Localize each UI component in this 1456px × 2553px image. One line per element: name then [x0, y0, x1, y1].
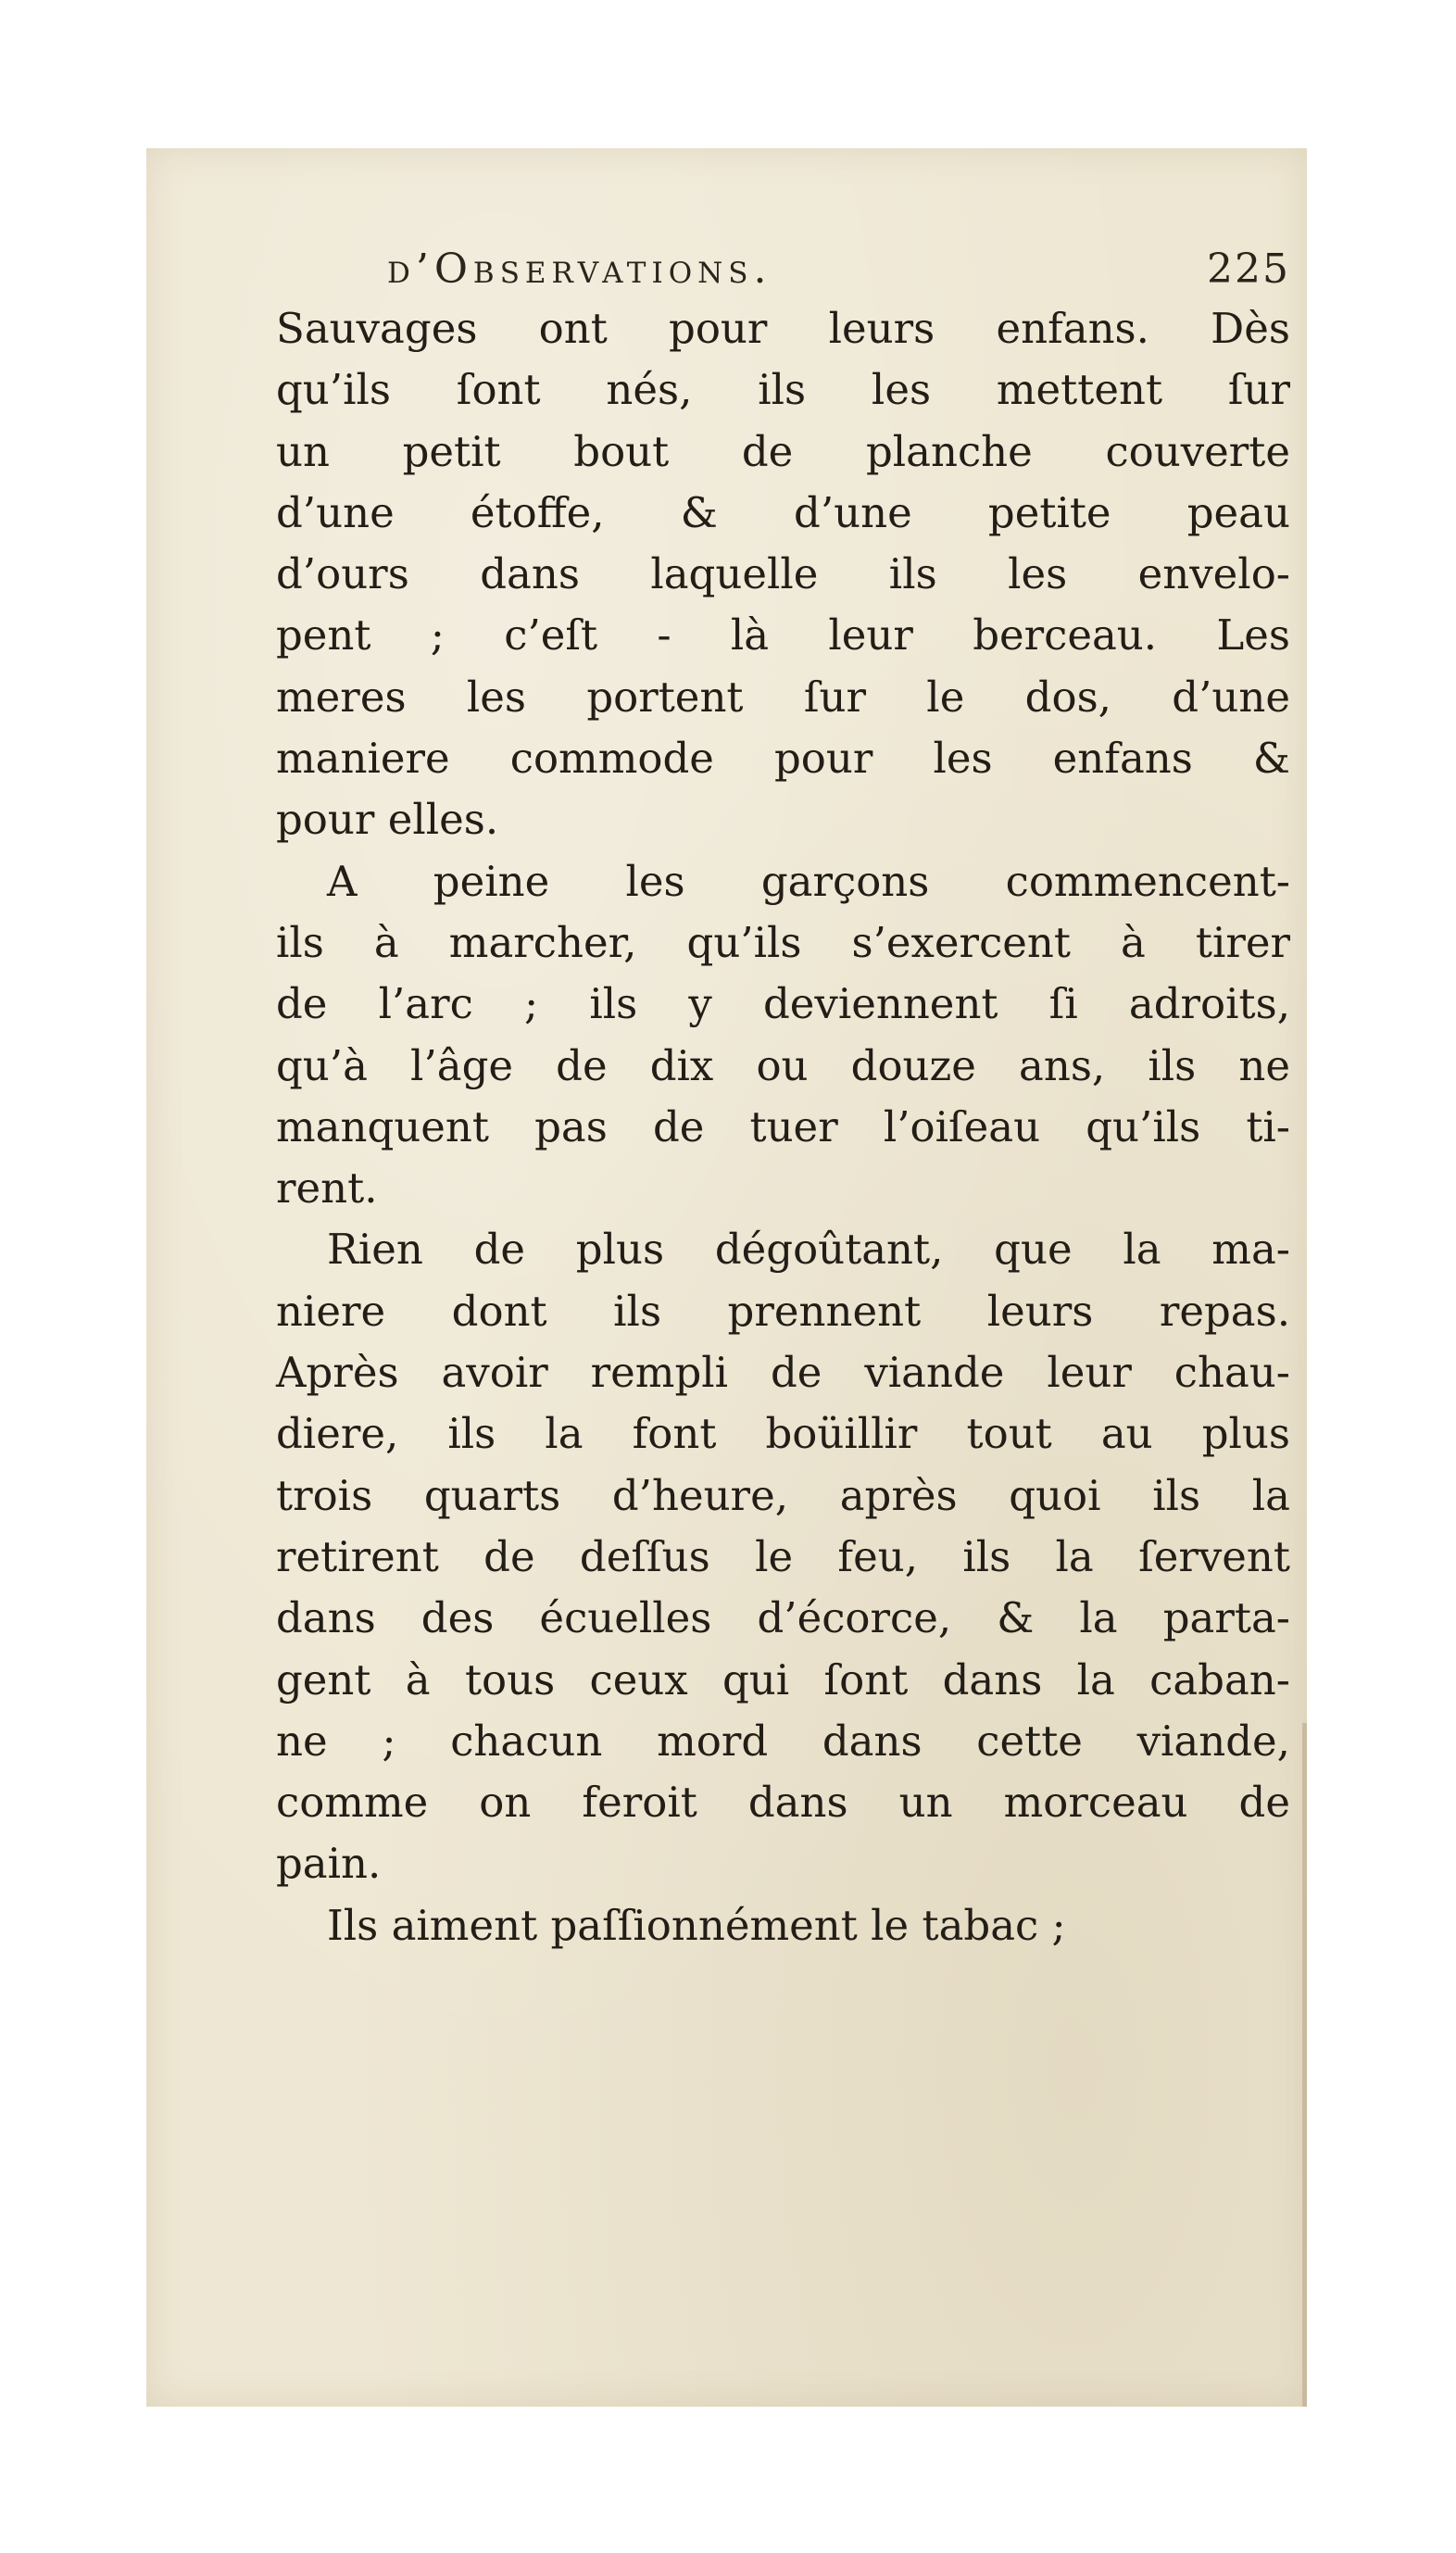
running-head-title: d’Observations. — [387, 245, 772, 293]
text-line: retirent de deſſus le feu, ils la ſervent — [276, 1531, 1290, 1581]
text-line: qu’à l’âge de dix ou douze ans, ils ne — [276, 1040, 1290, 1090]
text-line: pour elles. — [276, 795, 499, 845]
text-line: maniere commode pour les enfans & — [276, 734, 1290, 784]
text-line: Sauvages ont pour leurs enfans. Dès — [276, 304, 1290, 353]
text-line: meres les portent ſur le dos, d’une — [276, 672, 1290, 722]
text-line: Rien de plus dégoûtant, que la ma- — [327, 1225, 1290, 1275]
text-line: gent à tous ceux qui ſont dans la caban- — [276, 1654, 1290, 1704]
text-line: Ils aiment paſſionnément le tabac ; — [327, 1900, 1066, 1950]
book-page — [146, 148, 1307, 2407]
text-line: manquent pas de tuer l’oiſeau qu’ils ti- — [276, 1101, 1290, 1151]
text-line: A peine les garçons commencent- — [327, 856, 1290, 906]
text-line: d’une étoffe, & d’une petite peau — [276, 487, 1290, 537]
text-line: comme on feroit dans un morceau de — [276, 1778, 1290, 1828]
text-line: pent ; c’eſt - là leur berceau. Les — [276, 610, 1290, 660]
page-edge-shadow — [1302, 1723, 1307, 2407]
text-line: dans des écuelles d’écorce, & la parta- — [276, 1593, 1290, 1643]
text-line: un petit bout de planche couverte — [276, 426, 1290, 476]
text-line: diere, ils la font boüillir tout au plus — [276, 1409, 1290, 1459]
text-line: trois quarts d’heure, après quoi ils la — [276, 1470, 1290, 1520]
text-line: Après avoir rempli de viande leur chau- — [276, 1348, 1290, 1398]
text-line: ils à marcher, qu’ils s’exercent à tirer — [276, 917, 1290, 967]
text-line: de l’arc ; ils y deviennent ſi adroits, — [276, 979, 1290, 1029]
text-line: rent. — [276, 1163, 378, 1214]
running-header — [387, 245, 1290, 301]
text-line: d’ours dans laquelle ils les envelo- — [276, 549, 1290, 599]
text-line: qu’ils ſont nés, ils les mettent ſur — [276, 365, 1290, 415]
text-line: niere dont ils prennent leurs repas. — [276, 1286, 1290, 1336]
page-number: 225 — [1207, 245, 1290, 293]
body-text — [276, 298, 1290, 1956]
text-line: ne ; chacun mord dans cette viande, — [276, 1716, 1290, 1766]
text-line: pain. — [276, 1839, 382, 1889]
